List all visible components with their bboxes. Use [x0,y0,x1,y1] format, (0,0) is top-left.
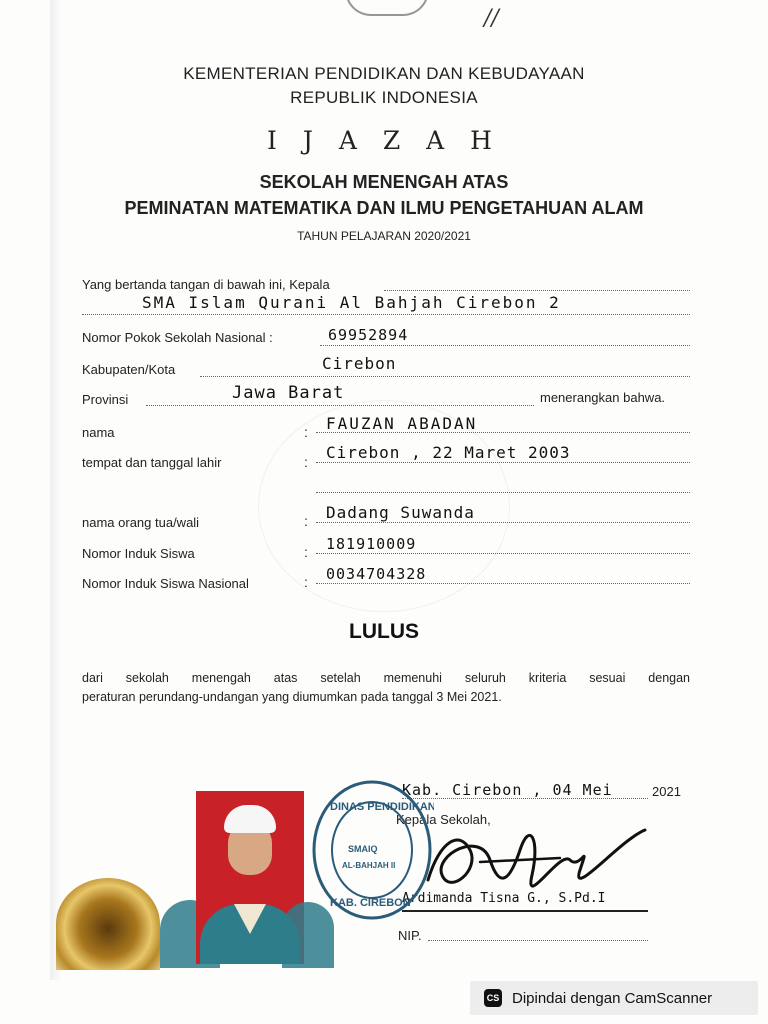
camscanner-icon-text: CS [486,993,500,1003]
result-text-line1: dari sekolah menengah atas setelah memenuhi seluruh kriteria sesuai dengan [82,671,690,685]
dotted-line [316,492,690,493]
photo-cap [224,805,276,833]
school-name-value: SMA Islam Qurani Al Bahjah Cirebon 2 [142,293,561,312]
sign-title: Kepala Sekolah, [396,812,491,827]
colon: : [304,574,308,590]
sign-place-date: Kab. Cirebon , 04 Mei [402,781,613,799]
stamp-outer-text: DINAS PENDIDIKAN [330,801,434,813]
stamp-inner-text-2: AL-BAHJAH II [342,861,396,870]
ortu-value: Dadang Suwanda [326,503,475,522]
stamp-inner-text-1: SMAIQ [348,844,378,854]
nisn-label: Nomor Induk Siswa Nasional [82,576,249,591]
country-heading: REPUBLIK INDONESIA [290,88,478,107]
ortu-label: nama orang tua/wali [82,515,200,530]
dotted-line [200,376,690,377]
garuda-emblem-partial [345,0,429,16]
academic-year: TAHUN PELAJARAN 2020/2021 [297,229,471,243]
dotted-line [82,314,690,315]
colon: : [304,424,308,440]
dotted-line [402,798,648,799]
dotted-line [428,940,648,941]
dotted-line [316,522,690,523]
dotted-line [316,583,690,584]
nip-label: NIP. [398,928,422,943]
program-heading: PEMINATAN MATEMATIKA DAN ILMU PENGETAHUAN ALAM [124,198,644,218]
signature-scribble [420,820,650,900]
dotted-line [316,432,690,433]
name-underline [402,910,648,912]
dotted-line [320,345,690,346]
camscanner-watermark [470,981,758,1015]
camscanner-icon [484,989,502,1007]
nama-label: nama [82,425,115,440]
ministry-heading: KEMENTERIAN PENDIDIKAN DAN KEBUDAYAAN [183,64,585,83]
nisn-value: 0034704328 [326,565,427,583]
dotted-line [316,462,690,463]
intro-label: Yang bertanda tangan di bawah ini, Kepala [82,277,330,292]
dotted-line [384,290,690,291]
provinsi-label: Provinsi [82,392,129,407]
school-level-heading: SEKOLAH MENENGAH ATAS [259,172,509,192]
npsn-value: 69952894 [328,326,409,344]
handwritten-mark: // [484,6,499,31]
colon: : [304,454,308,470]
colon: : [304,513,308,529]
principal-name: Ardimanda Tisna G., S.Pd.I [402,891,606,906]
camscanner-label: Dipindai dengan CamScanner [512,989,713,1007]
result-text-line2: peraturan perundang-undangan yang diumumkan pada tanggal 3 Mei 2021. [82,690,502,704]
npsn-label: Nomor Pokok Sekolah Nasional : [82,330,273,345]
menerangkan-label: menerangkan bahwa. [540,390,666,405]
nis-label: Nomor Induk Siswa [82,546,195,561]
principal-signature [420,820,650,900]
kabupaten-value: Cirebon [322,354,397,373]
stamp-graphic [310,778,434,922]
provinsi-value: Jawa Barat [232,383,345,403]
nama-value: FAUZAN ABADAN [326,414,478,433]
ttl-label: tempat dan tanggal lahir [82,455,222,470]
dotted-line [316,553,690,554]
school-stamp [310,778,434,922]
sign-year: 2021 [652,784,681,799]
colon: : [304,544,308,560]
dotted-line [146,405,534,406]
document-title: I J A Z A H [267,126,501,155]
graduation-status: LULUS [349,620,419,643]
gold-seal-emblem [56,878,160,970]
kabupaten-label: Kabupaten/Kota [82,362,176,377]
ttl-value: Cirebon , 22 Maret 2003 [326,443,571,462]
stamp-bottom-text: KAB. CIREBON [330,897,411,909]
nis-value: 181910009 [326,535,417,553]
